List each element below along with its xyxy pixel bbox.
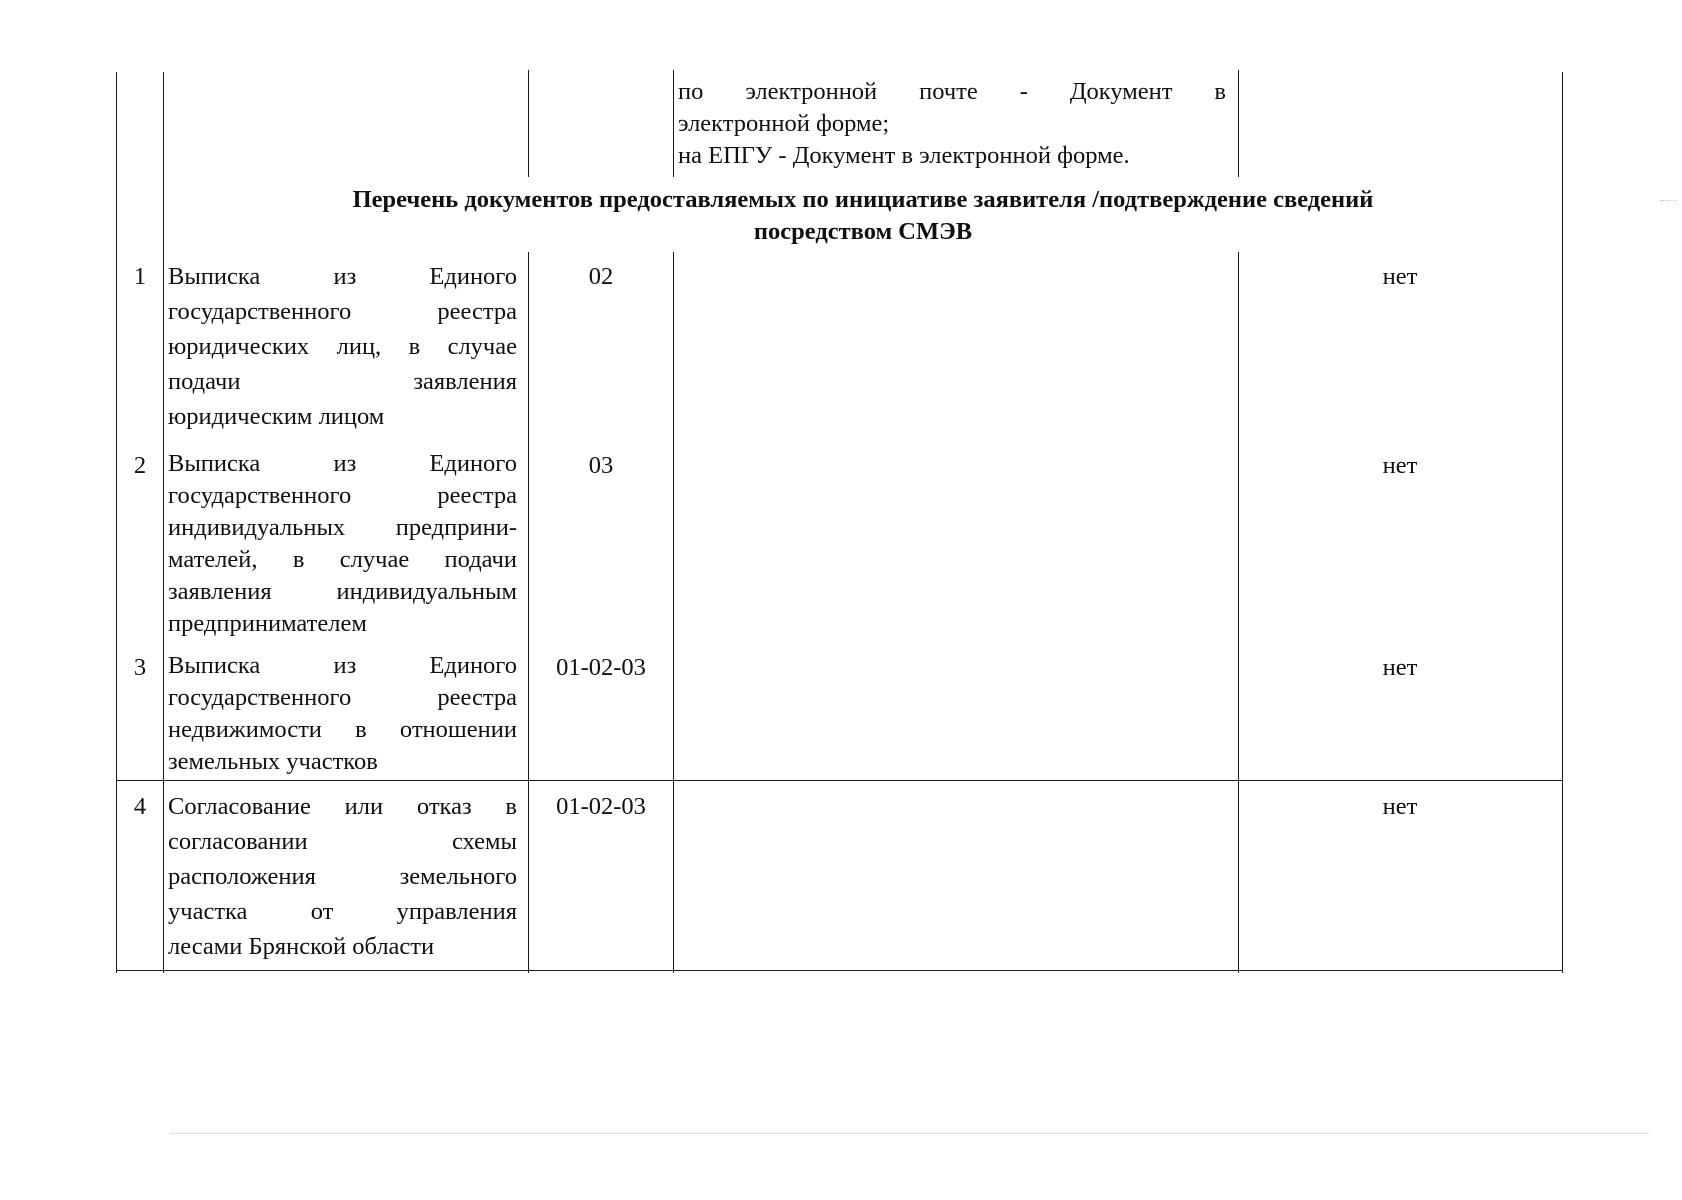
document-name-line: Согласование или отказ в bbox=[168, 793, 517, 820]
document-name-line: недвижимости в отношении bbox=[168, 716, 517, 743]
document-name-line: согласовании схемы bbox=[168, 828, 517, 855]
document-name bbox=[168, 650, 517, 778]
document-name bbox=[168, 259, 517, 434]
column-divider-method bbox=[1238, 252, 1239, 973]
document-name-line: Выписка из Единого bbox=[168, 263, 517, 290]
document-name-line: предпринимателем bbox=[168, 610, 367, 637]
document-name bbox=[168, 789, 517, 964]
document-value: нет bbox=[1382, 654, 1418, 681]
document-name-line: государственного реестра bbox=[168, 684, 517, 711]
section-heading-line-2: посредством СМЭВ bbox=[753, 218, 973, 245]
section-heading-line-1: Перечень документов предоставляемых по инициативе заявителя /подтверждение сведений bbox=[352, 186, 1374, 213]
document-name-line: юридическим лицом bbox=[168, 403, 385, 430]
row-number: 2 bbox=[133, 452, 147, 479]
document-value: нет bbox=[1382, 452, 1418, 479]
document-name-line: лесами Брянской области bbox=[168, 933, 435, 960]
document-name-line: подачи заявления bbox=[168, 368, 517, 395]
scan-artifact bbox=[1660, 200, 1676, 201]
table-border-right bbox=[1562, 72, 1563, 973]
document-name-line: мателей, в случае подачи bbox=[168, 546, 517, 573]
document-name bbox=[168, 448, 517, 640]
row-number: 1 bbox=[133, 263, 147, 290]
document-code: 02 bbox=[588, 263, 614, 290]
row-divider-3-4 bbox=[116, 780, 1563, 781]
document-name-line: заявления индивидуальным bbox=[168, 578, 517, 605]
document-name-line: участка от управления bbox=[168, 898, 517, 925]
column-divider-name-top bbox=[528, 70, 529, 177]
column-divider-code-top bbox=[673, 70, 674, 177]
table-border-bottom bbox=[116, 970, 1563, 971]
delivery-line-1: по электронной почте - Документ в bbox=[678, 78, 1226, 105]
column-divider-name bbox=[528, 252, 529, 973]
document-name-line: расположения земельного bbox=[168, 863, 517, 890]
document-name-line: государственного реестра bbox=[168, 482, 517, 509]
document-name-line: Выписка из Единого bbox=[168, 652, 517, 679]
document-code: 03 bbox=[588, 452, 614, 479]
delivery-line-3: на ЕПГУ - Документ в электронной форме. bbox=[678, 142, 1130, 169]
column-divider-method-top bbox=[1238, 70, 1239, 177]
column-divider-code bbox=[673, 252, 674, 973]
document-name-line: государственного реестра bbox=[168, 298, 517, 325]
row-number: 4 bbox=[133, 793, 147, 820]
row-number: 3 bbox=[133, 654, 147, 681]
document-name-line: Выписка из Единого bbox=[168, 450, 517, 477]
document-name-line: юридических лиц, в случае bbox=[168, 333, 517, 360]
document-code: 01-02-03 bbox=[556, 793, 646, 820]
document-name-line: земельных участков bbox=[168, 748, 378, 775]
column-divider-number bbox=[163, 72, 164, 973]
document-value: нет bbox=[1382, 793, 1418, 820]
scan-artifact bbox=[170, 1133, 1650, 1134]
table-border-left bbox=[116, 72, 117, 973]
document-value: нет bbox=[1382, 263, 1418, 290]
document-name-line: индивидуальных предприни- bbox=[168, 514, 517, 541]
delivery-method-text bbox=[678, 76, 1226, 172]
document-code: 01-02-03 bbox=[556, 654, 646, 681]
delivery-line-2: электронной форме; bbox=[678, 110, 890, 137]
section-heading bbox=[170, 184, 1556, 248]
